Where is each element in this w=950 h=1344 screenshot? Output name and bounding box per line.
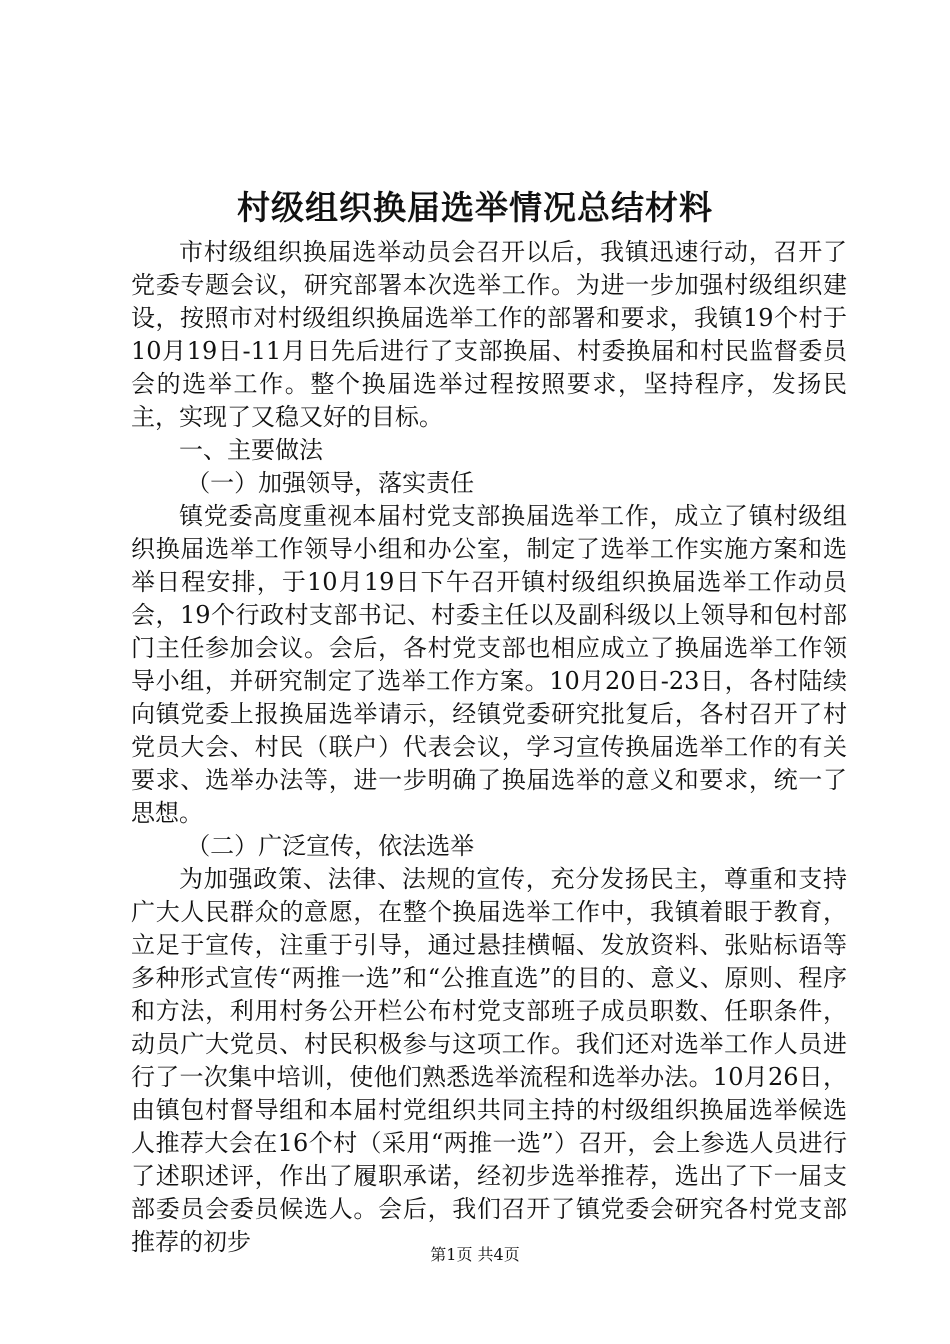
section-heading-main-methods: 一、主要做法 [179,436,323,464]
document-title: 村级组织换届选举情况总结材料 [237,188,713,227]
subsection-heading-publicity: （二）广泛宣传，依法选举 [186,832,475,860]
paragraph-intro: 市村级组织换届选举动员会召开以后，我镇迅速行动，召开了党委专题会议，研究部署本次选举工作。为进一步加强村级组织建设，按照市对村级组织换届选举工作的部署和要求，我镇19个村于10月19日-11月日先后进行了支部换届、村委换届和村民监督委员会的选举工作。整个换届选举过程按照要求，坚持程序，发扬民主，实现了又稳又好的目标。 [131,238,847,431]
page-number-footer: 第1页 共4页 [430,1245,520,1264]
document-body [131,236,847,1259]
paragraph-leadership: 镇党委高度重视本届村党支部换届选举工作，成立了镇村级组织换届选举工作领导小组和办公室，制定了选举工作实施方案和选举日程安排，于10月19日下午召开镇村级组织换届选举工作动员会，19个行政村支部书记、村委主任以及副科级以上领导和包村部门主任参加会议。会后，各村党支部也相应成立了换届选举工作领导小组，并研究制定了选举工作方案。10月20日-23日，各村陆续向镇党委上报换届选举请示，经镇党委研究批复后，各村召开了村党员大会、村民（联户）代表会议，学习宣传换届选举工作的有关要求、选举办法等，进一步明确了换届选举的意义和要求，统一了思想。 [131,502,847,827]
subsection-heading-leadership: （一）加强领导，落实责任 [186,469,475,497]
paragraph-publicity: 为加强政策、法律、法规的宣传，充分发扬民主，尊重和支持广大人民群众的意愿，在整个换届选举工作中，我镇着眼于教育，立足于宣传，注重于引导，通过悬挂横幅、发放资料、张贴标语等多种形式宣传“两推一选”和“公推直选”的目的、意义、原则、程序和方法，利用村务公开栏公布村党支部班子成员职数、任职条件，动员广大党员、村民积极参与这项工作。我们还对选举工作人员进行了一次集中培训，使他们熟悉选举流程和选举办法。10月26日，由镇包村督导组和本届村党组织共同主持的村级组织换届选举候选人推荐大会在16个村（采用“两推一选”）召开，会上参选人员进行了述职述评，作出了履职承诺，经初步选举推荐，选出了下一届支部委员会委员候选人。会后，我们召开了镇党委会研究各村党支部推荐的初步 [131,865,847,1256]
